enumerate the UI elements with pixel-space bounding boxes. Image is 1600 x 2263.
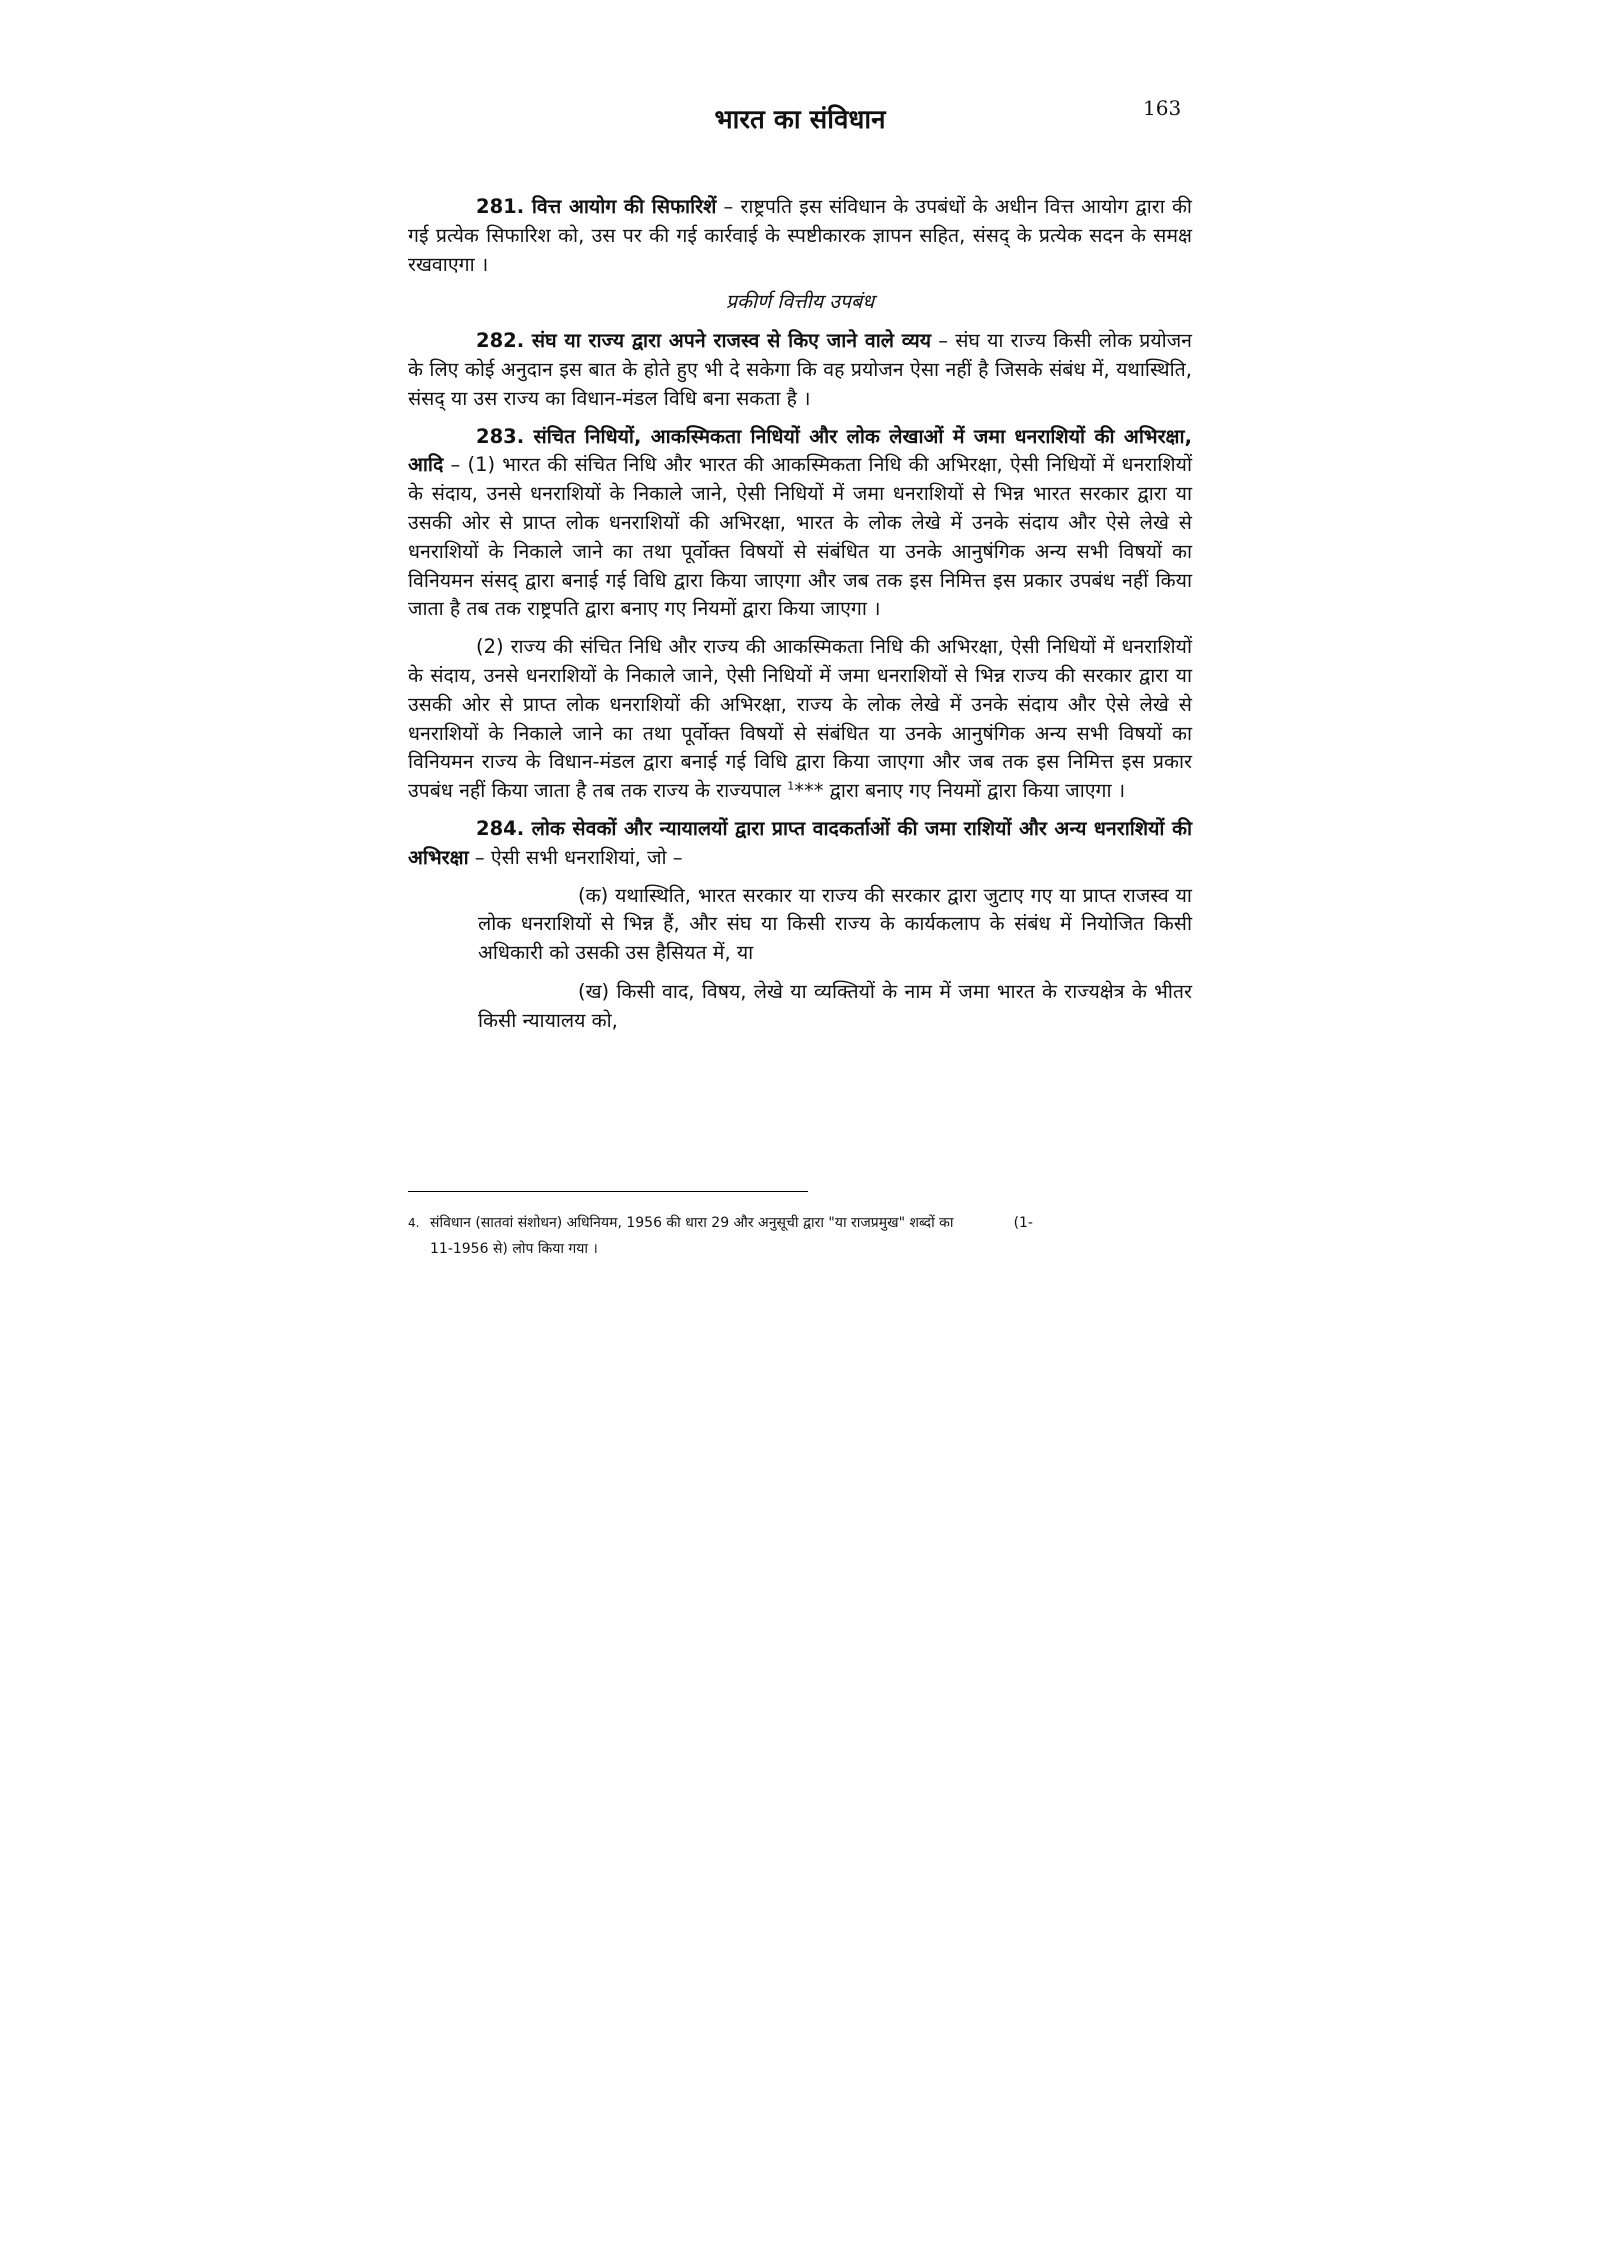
footnote — [408, 1210, 1192, 1262]
article-281-text: – राष्ट्रपति इस संविधान के उपबंधों के अधीन वित्त आयोग द्वारा की गई प्रत्येक सिफारिश को, उस पर की गई कार्रवाई के स्पष्टीकारक ज्ञापन सहित, संसद् के प्रत्येक सदन के समक्ष रखवाएगा । — [408, 195, 1192, 276]
article-284-heading: 284. लोक सेवकों और न्यायालयों द्वारा प्राप्त वादकर्ताओं की जमा राशियों और अन्य धनराशियों की अभिरक्षा — [408, 816, 1192, 869]
article-284 — [408, 815, 1192, 873]
page-header — [0, 96, 1600, 140]
article-283-clause-2 — [408, 633, 1192, 806]
article-283-clause-1 — [408, 423, 1192, 625]
footnote-continuation: 11-1956 से) लोप किया गया । — [430, 1241, 598, 1257]
footnote-tail: (1- — [1013, 1215, 1033, 1231]
article-281-heading: 281. वित्त आयोग की सिफारिशें — [476, 195, 717, 218]
article-282-text: – संघ या राज्य किसी लोक प्रयोजन के लिए कोई अनुदान इस बात के होते हुए भी दे सकेगा कि वह प्रयोजन ऐसा नहीं है जिसके संबंध में, यथास्थिति, संसद् या उस राज्य का विधान-मंडल विधि बना सकता है । — [408, 329, 1192, 410]
section-subheading: प्रकीर्ण वित्तीय उपबंध — [725, 290, 875, 314]
article-281 — [408, 193, 1192, 279]
page-number: 163 — [1143, 96, 1182, 120]
footnote-marker: 4. — [408, 1216, 420, 1230]
article-283-heading: 283. संचित निधियों, आकस्मिकता निधियों और लोक लेखाओं में जमा धनराशियों की अभिरक्षा, आदि — [408, 424, 1192, 477]
article-283-clause-2-text: (2) राज्य की संचित निधि और राज्य की आकस्मिकता निधि की अभिरक्षा, ऐसी निधियों में धनराशियों के संदाय, उनसे धनराशियों के निकाले जाने, ऐसी निधियों में जमा धनराशियों से भिन्न राज्य की सरकार द्वारा या उसकी ओर से प्राप्त लोक धनराशियों की अभिरक्षा, राज्य के लोक लेखे में उनके संदाय और ऐसे लेखे से धनराशियों के निकाले जाने का तथा पूर्वोक्त विषयों से संबंधित या उनके आनुषंगिक अन्य सभी विषयों का विनियमन राज्य के विधान-मंडल द्वारा बनाई गई विधि द्वारा किया जाएगा और जब तक इस निमित्त इस प्रकार उपबंध नहीं किया जाता है तब तक राज्य के राज्यपाल — [408, 635, 1192, 803]
footnote-reference: 1 — [787, 779, 795, 793]
footnote-text: संविधान (सातवां संशोधन) अधिनियम, 1956 की धारा 29 और अनुसूची द्वारा "या राजप्रमुख" शब्दों का — [430, 1215, 954, 1231]
document-body — [408, 193, 1192, 1046]
footnote-divider — [408, 1191, 808, 1192]
article-284-clause-ka: (क) यथास्थिति, भारत सरकार या राज्य की सरकार द्वारा जुटाए गए या प्राप्त राजस्व या लोक धनराशियों से भिन्न हैं, और संघ या किसी राज्य के कार्यकलाप के संबंध में नियोजित किसी अधिकारी को उसकी उस हैसियत में, या — [478, 883, 1192, 965]
article-283-clause-2-end: *** द्वारा बनाए गए नियमों द्वारा किया जाएगा । — [794, 779, 1126, 803]
article-284-text: – ऐसी सभी धनराशियां, जो – — [468, 845, 683, 869]
article-282 — [408, 327, 1192, 413]
article-283-clause-1-text: – (1) भारत की संचित निधि और भारत की आकस्मिकता निधि की अभिरक्षा, ऐसी निधियों में धनराशियों के संदाय, उनसे धनराशियों के निकाले जाने, ऐसी निधियों में जमा धनराशियों से भिन्न भारत सरकार द्वारा या उसकी ओर से प्राप्त लोक धनराशियों की अभिरक्षा, भारत के लोक लेखे में उनके संदाय और ऐसे लेखे से धनराशियों के निकाले जाने का तथा पूर्वोक्त विषयों से संबंधित या उनके आनुषंगिक अन्य सभी विषयों का विनियमन संसद् द्वारा बनाई गई विधि द्वारा किया जाएगा और जब तक इस निमित्त इस प्रकार उपबंध नहीं किया जाता है तब तक राष्ट्रपति द्वारा बनाए गए नियमों द्वारा किया जाएगा । — [408, 453, 1192, 621]
page-title: भारत का संविधान — [714, 105, 886, 135]
footnote-line — [408, 1210, 1192, 1236]
article-282-heading: 282. संघ या राज्य द्वारा अपने राजस्व से किए जाने वाले व्यय — [476, 329, 932, 353]
article-284-clause-kha: (ख) किसी वाद, विषय, लेखे या व्यक्तियों के नाम में जमा भारत के राज्यक्षेत्र के भीतर किसी न्यायालय को, — [478, 979, 1192, 1032]
